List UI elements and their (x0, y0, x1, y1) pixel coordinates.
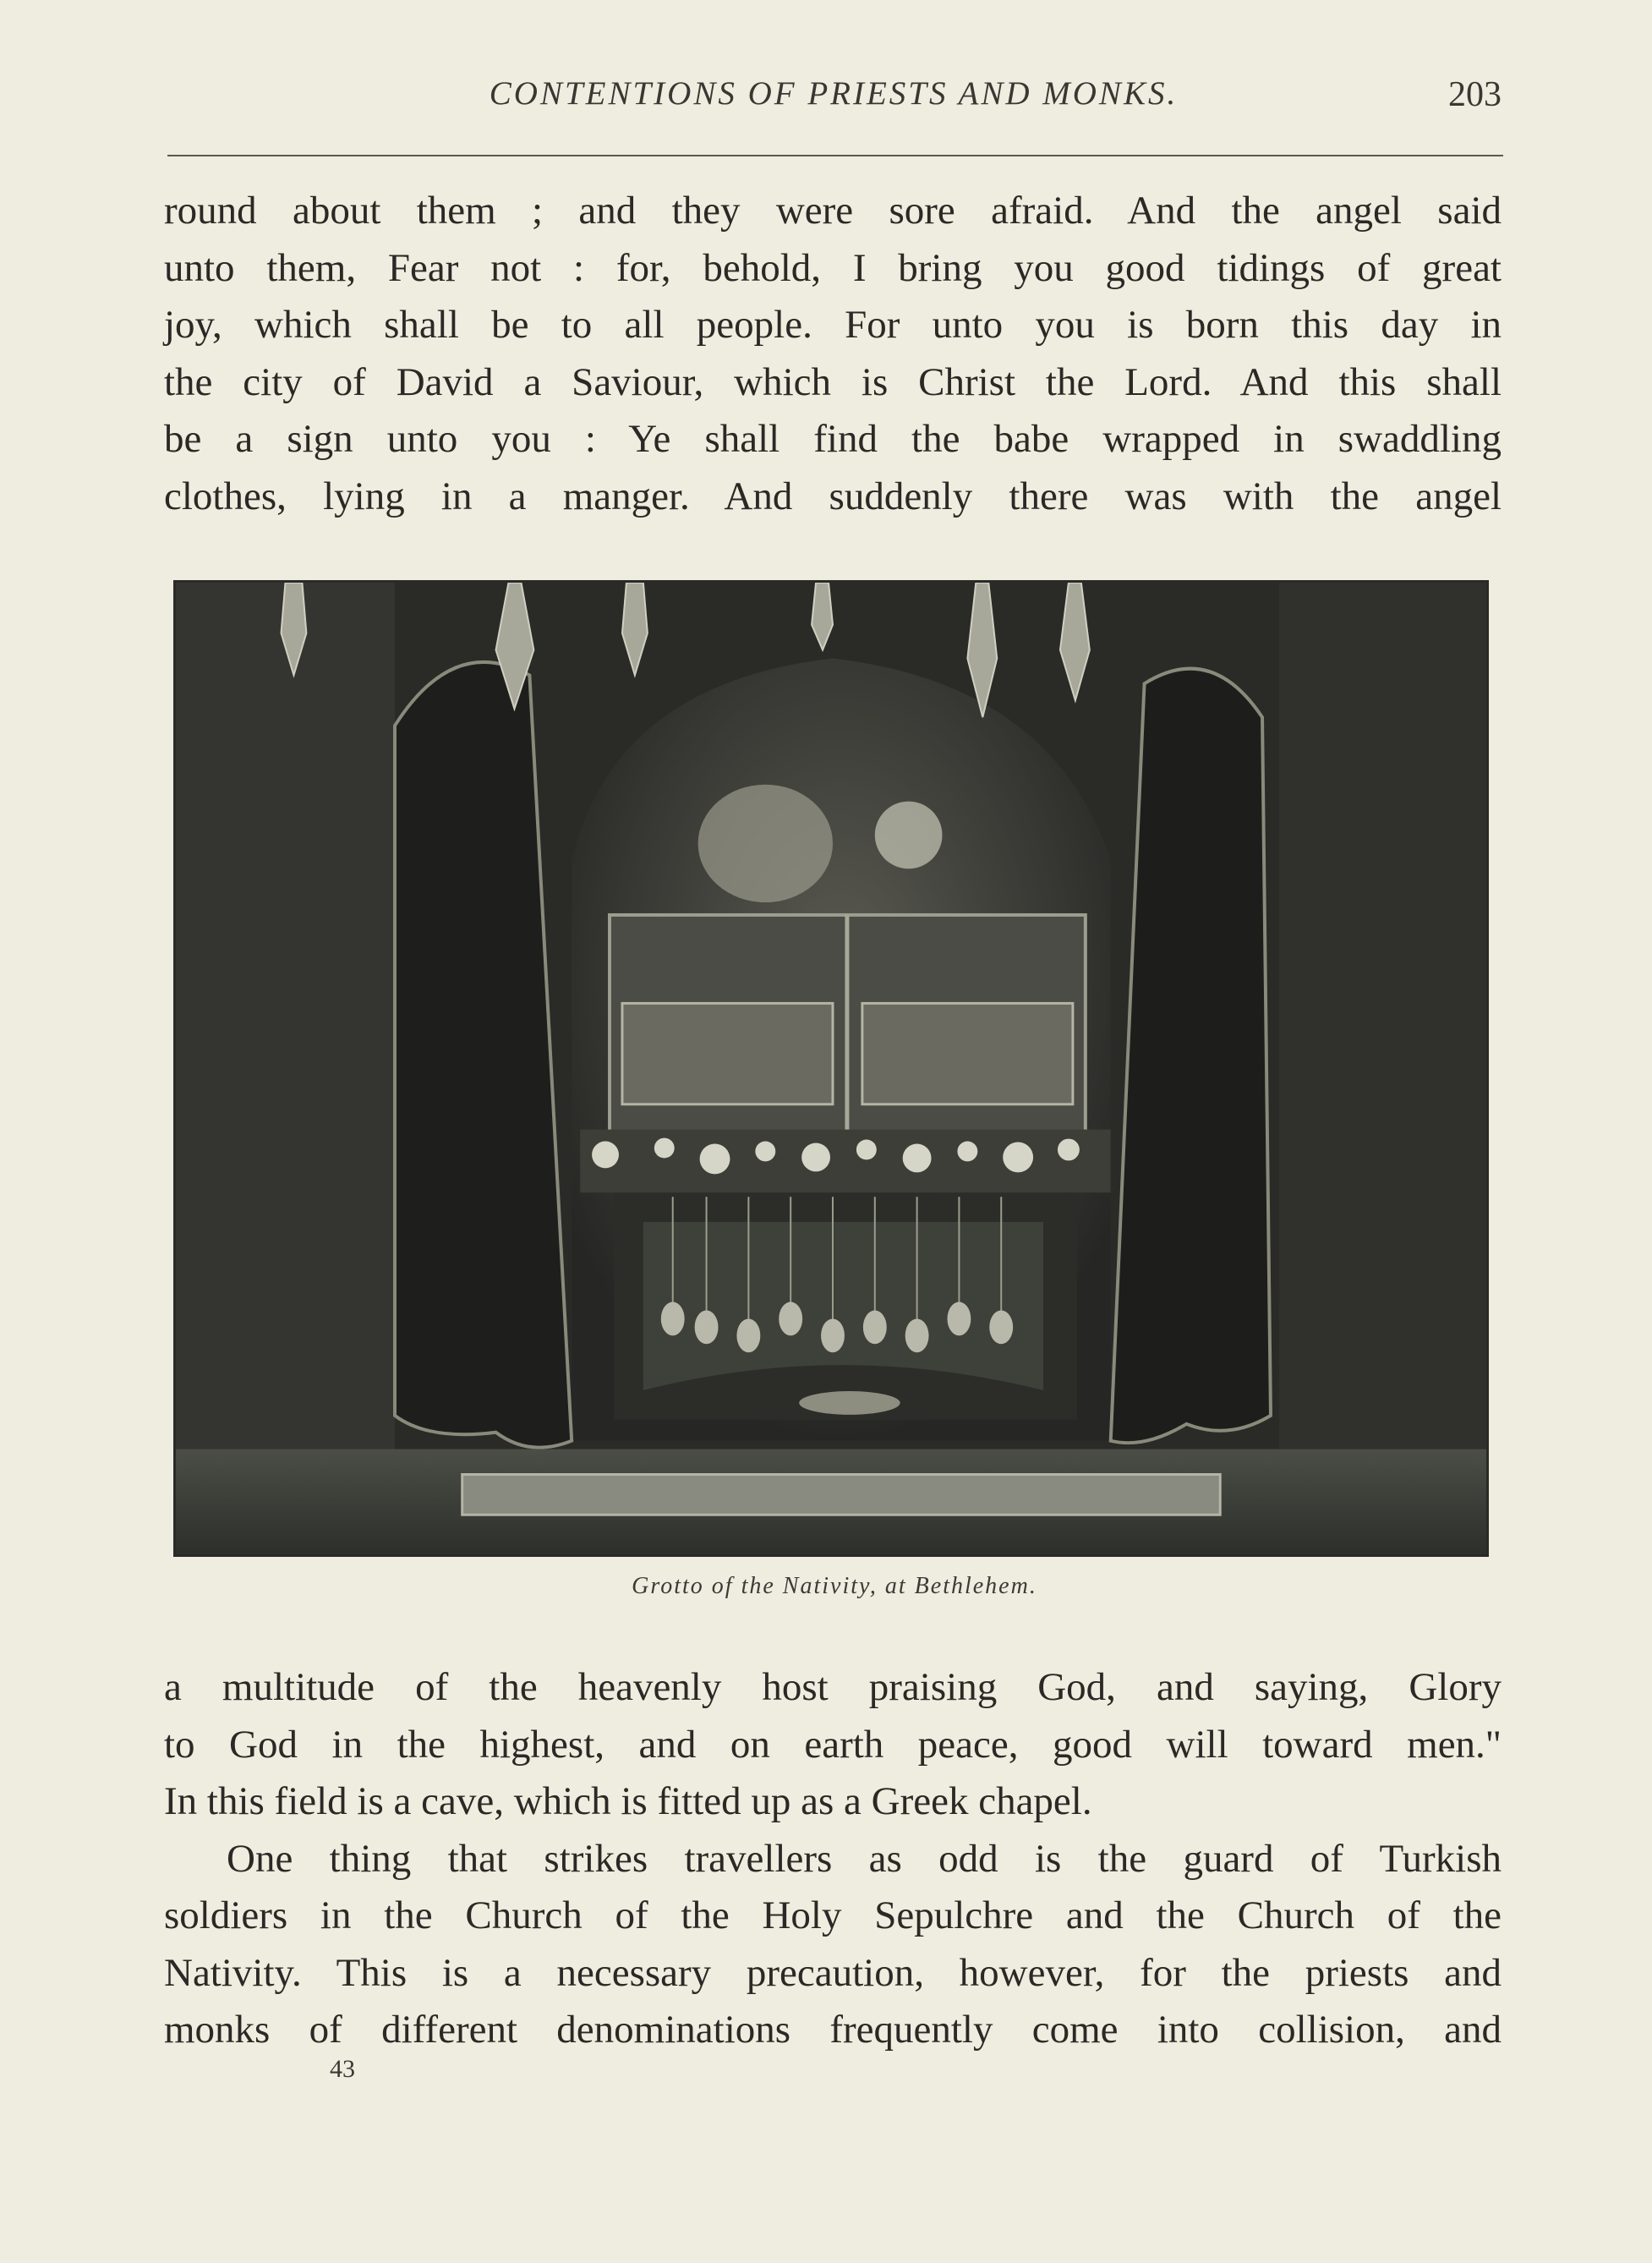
figure-caption: Grotto of the Nativity, at Bethlehem. (632, 1573, 1037, 1599)
text-line: clothes, lying in a manger. And suddenly there was with the angel (164, 474, 1502, 518)
text-line: joy, which shall be to all people. For unto you is born this day in (164, 303, 1502, 347)
text-line: Nativity. This is a necessary precaution, however, for the priests and (164, 1950, 1502, 1995)
page-header (166, 74, 1502, 125)
text-line: be a sign unto you : Ye shall find the babe wrapped in swaddling (164, 417, 1502, 461)
text-line: the city of David a Saviour, which is Christ the Lord. And this shall (164, 359, 1502, 404)
text-line: One thing that strikes travellers as odd is the guard of Turkish (227, 1836, 1502, 1881)
text-line: unto them, Fear not : for, behold, I bring you good tidings of great (164, 245, 1502, 290)
running-title: CONTENTIONS OF PRIESTS AND MONKS. (489, 75, 1179, 112)
text-line: to God in the highest, and on earth peace, good will toward men." (164, 1722, 1502, 1767)
text-line: monks of different denominations frequently come into collision, and (164, 2008, 1502, 2052)
page-number: 203 (1448, 75, 1502, 114)
body-text-bottom (164, 1659, 1502, 2059)
text-line: In this field is a cave, which is fitted up as a Greek chapel. (164, 1779, 1092, 1823)
text-line: a multitude of the heavenly host praising God, and saying, Glory (164, 1665, 1502, 1709)
header-rule (167, 155, 1503, 156)
body-text-top (164, 183, 1502, 525)
signature-mark: 43 (330, 2055, 355, 2083)
grotto-photograph-drawing (176, 583, 1486, 1554)
text-line: soldiers in the Church of the Holy Sepulchre and the Church of the (164, 1893, 1502, 1937)
grotto-photograph (173, 580, 1489, 1557)
text-line: round about them ; and they were sore afraid. And the angel said (164, 189, 1502, 233)
